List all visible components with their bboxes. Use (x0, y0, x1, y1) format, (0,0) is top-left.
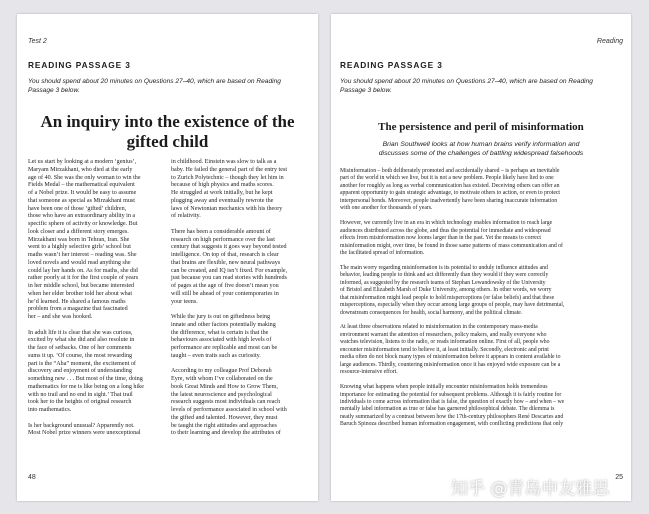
title-line: An inquiry into the existence of the (40, 112, 295, 131)
paragraph (340, 168, 626, 213)
text-line: Misinformation – both deliberately promoted and accidentally shared – is perhaps an inevitable (340, 168, 560, 174)
text-line: The main worry regarding misinformation is its potential to unduly influence attitudes and (340, 264, 548, 271)
text-line: have been one of those ‘gifted’ children, (28, 205, 127, 212)
text-line: behaviours associated with high levels of (171, 337, 272, 344)
text-line: However, we currently live in an era in which technology enables information to reach large (340, 220, 553, 227)
text-line: Mirzakhani was born in Tehran, Iran. She (28, 236, 130, 243)
text-line: maths wasn’t her interest – reading was. She (28, 252, 137, 258)
text-line: There has been a considerable amount of (171, 228, 271, 235)
text-line: those who have an extraordinary ability in a (28, 213, 136, 220)
text-line: part of the world in which we live, but it is not a new problem. People likely have lied to one (340, 175, 554, 182)
left-page (17, 14, 318, 501)
text-line: the face of setbacks. One of her comments (28, 345, 132, 351)
text-line: century that suggests it goes way beyond tested (171, 244, 287, 251)
text-line: misinformation might, over time, be found in those same patterns of mass communication and of (340, 242, 563, 249)
text-line: that misinformation might lead people to hold misperceptions (or false beliefs) and that these (340, 294, 555, 301)
instructions (340, 78, 593, 95)
text-line: just because you can read stories with hundreds (171, 275, 287, 282)
text-line: At least three observations related to misinformation in the contemporary mass-media (340, 324, 538, 331)
paragraph (171, 159, 311, 221)
text-line: of Bristol and Elizabeth Marsh of Duke University, among others. In other words, we worry (340, 287, 552, 294)
right-page (331, 14, 631, 501)
text-line: her – and she was hooked. (28, 314, 93, 320)
text-line: Fields Medal – the mathematical equivalent (28, 182, 135, 189)
text-line: specific sphere of activity or knowledge. But (28, 221, 138, 227)
text-line: part is the “Aha” moment, the excitement of (28, 360, 136, 367)
text-line: apparent opportunity to gain strategic advantage, to motivate others to action, or even to protect (340, 190, 561, 197)
text-line: baby. He failed the general part of the entry test (171, 166, 288, 173)
text-line: environment warrant the attention of researchers, policy makers, and really everyone who (340, 331, 547, 338)
section-heading: READING PASSAGE 3 (340, 60, 443, 70)
text-line: interpersonal bonds. Moreover, people inadvertently have been sharing inaccurate information (340, 197, 558, 204)
text-line: mentally label information as true or false has garnered philosophical debate. The dilemma is (340, 406, 555, 413)
text-column-left (28, 159, 166, 446)
instructions-line: Passage 3 below. (28, 86, 80, 94)
passage-title: The persistence and peril of misinformation (378, 121, 584, 133)
paragraph (340, 324, 626, 376)
text-line: large audiences. Thirdly, countering misinformation once it has enjoyed wide exposure can be a (340, 361, 561, 368)
text-line: look closer and a different story emerges. (28, 228, 129, 235)
text-line: neatly summarized by a contrast between how the 17th-century philosophers René Descartes and (340, 413, 564, 420)
text-line: Most Nobel prize winners were unexceptional (28, 430, 141, 437)
text-line: the gifted and talented. However, they must (171, 414, 278, 421)
text-line: can be created, and IQ isn’t fixed. For example, (171, 267, 288, 274)
passage-subtitle (331, 141, 631, 158)
text-line: watches television, listens to the radio, or reads information online. First of all, people who (340, 339, 550, 346)
text-line: sums it up. ‘Of course, the most rewarding (28, 352, 133, 359)
instructions-line: Passage 3 below. (340, 86, 392, 94)
text-line: misperceptions, especially when they occur among large groups of people, may have detrimental, (340, 302, 565, 309)
paragraph (340, 265, 626, 317)
text-line: will still be ahead of your contemporaries in (171, 290, 279, 297)
page-number: 48 (28, 474, 36, 481)
text-line: Eyre, with whom I’ve collaborated on the (171, 376, 273, 382)
text-line: age of 40. She was the only woman to win the (28, 174, 141, 181)
text-line: could lay her hands on. As for maths, she did (28, 267, 138, 274)
text-line: problem from a magazine that fascinated (28, 306, 128, 313)
text-line: encounter misinformation tend to believe it, at least initially. Secondly, electronic and print (340, 346, 549, 353)
paragraph (171, 229, 311, 307)
page-number: 25 (615, 474, 623, 481)
text-line: took her to the heights of original research (28, 399, 132, 406)
paragraph (28, 330, 166, 415)
text-line: he’d learned. He shared a famous maths (28, 298, 126, 305)
paragraph (171, 314, 311, 361)
text-line: Maryam Mirzakhani, who died at the early (28, 166, 133, 173)
text-line: laws of Newtonian mechanics with his theory (171, 205, 283, 212)
text-line: to Zurich Polytechnic – though they let him in (171, 174, 284, 181)
text-line: According to my colleague Prof Deborah (171, 368, 272, 375)
text-line: research on high performance over the last (171, 236, 275, 243)
text-line: the facilitated spread of information. (340, 249, 425, 256)
text-line: intelligence. On top of that, research is clear (171, 252, 279, 258)
instructions-line: You should spend about 20 minutes on Questions 27–40, which are based on Reading (28, 78, 281, 85)
text-line: downstream consequences for health, social harmony, and the political climate. (340, 309, 523, 316)
text-line: that brains are flexible, new neural pathways (171, 259, 281, 266)
text-line: into mathematics. (28, 407, 72, 413)
text-line: Knowing what happens when people initially encounter misinformation holds tremendous (340, 384, 548, 391)
text-line: effects from misinformation now looms larger than in the past. Yet the means to correct (340, 235, 541, 242)
text-line: the difference, what is certain is that the (171, 329, 269, 336)
watermark: 知乎 @青岛申友雅思 (451, 479, 610, 499)
text-line: to their learning and develop the attributes of (171, 430, 281, 437)
text-line: of relativity. (171, 213, 201, 220)
text-column-right (171, 159, 311, 446)
text-line: research suggests most individuals can reach (171, 399, 281, 406)
text-line: book Great Minds and How to Grow Them, (171, 383, 278, 390)
instructions (28, 78, 281, 95)
text-line: loved novels and would read anything she (28, 259, 131, 266)
text-line: individuals to come across information that is false, the question of exactly how – and when – we (340, 398, 565, 405)
text-line: of a Nobel prize. It would be easy to assume (28, 190, 137, 196)
text-line: in her middle school, but became interested (28, 283, 135, 289)
text-line: performance are replicable and most can be (171, 345, 278, 351)
text-line: resource-intensive effort. (340, 369, 398, 376)
text-line: He struggled at work initially, but he kept (171, 190, 273, 196)
title-line: gifted child (126, 132, 209, 151)
instructions-line: You should spend about 20 minutes on Questions 27–40, which are based on Reading (340, 78, 593, 85)
text-line: went to a highly selective girls’ school but (28, 244, 131, 251)
text-line: innate and other factors potentially making (171, 321, 276, 328)
paragraph (28, 423, 166, 439)
text-line: mathematics for me is like being on a long hike (28, 383, 144, 390)
text-line: excited by what she did and also resolute in (28, 337, 135, 344)
page-header: Reading (596, 38, 623, 45)
paragraph (340, 384, 626, 429)
text-line: in childhood. Einstein was slow to talk as a (171, 159, 277, 165)
text-line: of pages at the age of five doesn’t mean you (171, 283, 279, 289)
text-line: media often do not block many types of misinformation before it appears in content available to (340, 354, 561, 361)
text-line: be taught the right attitudes and approaches (171, 422, 277, 429)
text-line: While the jury is out on giftedness being (171, 314, 271, 320)
text-line: when her elder brother told her about what (28, 290, 133, 297)
text-line: with no trail and no end in sight.’ That trail (28, 391, 133, 398)
text-line: audiences distributed across the globe, and thus the potential for immediate and widespread (340, 227, 551, 234)
text-line: levels of performance associated in school with (171, 407, 287, 413)
text-line: that someone as special as Mirzakhani must (28, 197, 135, 204)
text-line: In adult life it is clear that she was curious, (28, 329, 133, 336)
text-line: the latest neuroscience and psychological (171, 391, 272, 398)
text-line: discovery and enjoyment of understanding (28, 368, 132, 375)
text-line: taught – even traits such as curiosity. (171, 352, 261, 359)
text-line: something new . . . But most of the time, doing (28, 376, 143, 382)
passage-title (17, 112, 318, 152)
page-header: Test 2 (28, 38, 47, 45)
section-heading: READING PASSAGE 3 (28, 60, 131, 70)
text-line: plugging away and eventually rewrote the (171, 197, 274, 204)
text-line: rather poorly at it for the first couple of years (28, 275, 139, 282)
subtitle-line: Brian Southwell looks at how human brains verify information and (382, 141, 580, 148)
text-line: because of high physics and maths scores. (171, 182, 274, 189)
text-line: importance for estimating the potential for subsequent problems. Although it is fairly routine for (340, 391, 562, 398)
text-line: with one another for thousands of years. (340, 205, 433, 212)
subtitle-line: discusses some of the challenges of battling widespread falsehoods (378, 149, 584, 157)
paragraph (340, 220, 626, 257)
passage-body (340, 168, 626, 436)
text-line: behavior, leading people to think and act differently than they would if they were correctly (340, 272, 549, 279)
text-line: another for roughly as long as verbal communication has existed. Deceiving others can offer an (340, 182, 560, 189)
paragraph (171, 368, 311, 438)
text-line: informed, as suggested by the research teams of Stephan Lewandowsky of the University (340, 279, 546, 286)
text-line: Is her background unusual? Apparently not. (28, 422, 135, 429)
paragraph (28, 159, 166, 322)
text-line: your teens. (171, 298, 198, 305)
text-line: Baruch Spinoza described human information engagement, with conflicting predictions that only (340, 421, 564, 428)
text-line: Let us start by looking at a modern ‘genius’, (28, 159, 137, 165)
